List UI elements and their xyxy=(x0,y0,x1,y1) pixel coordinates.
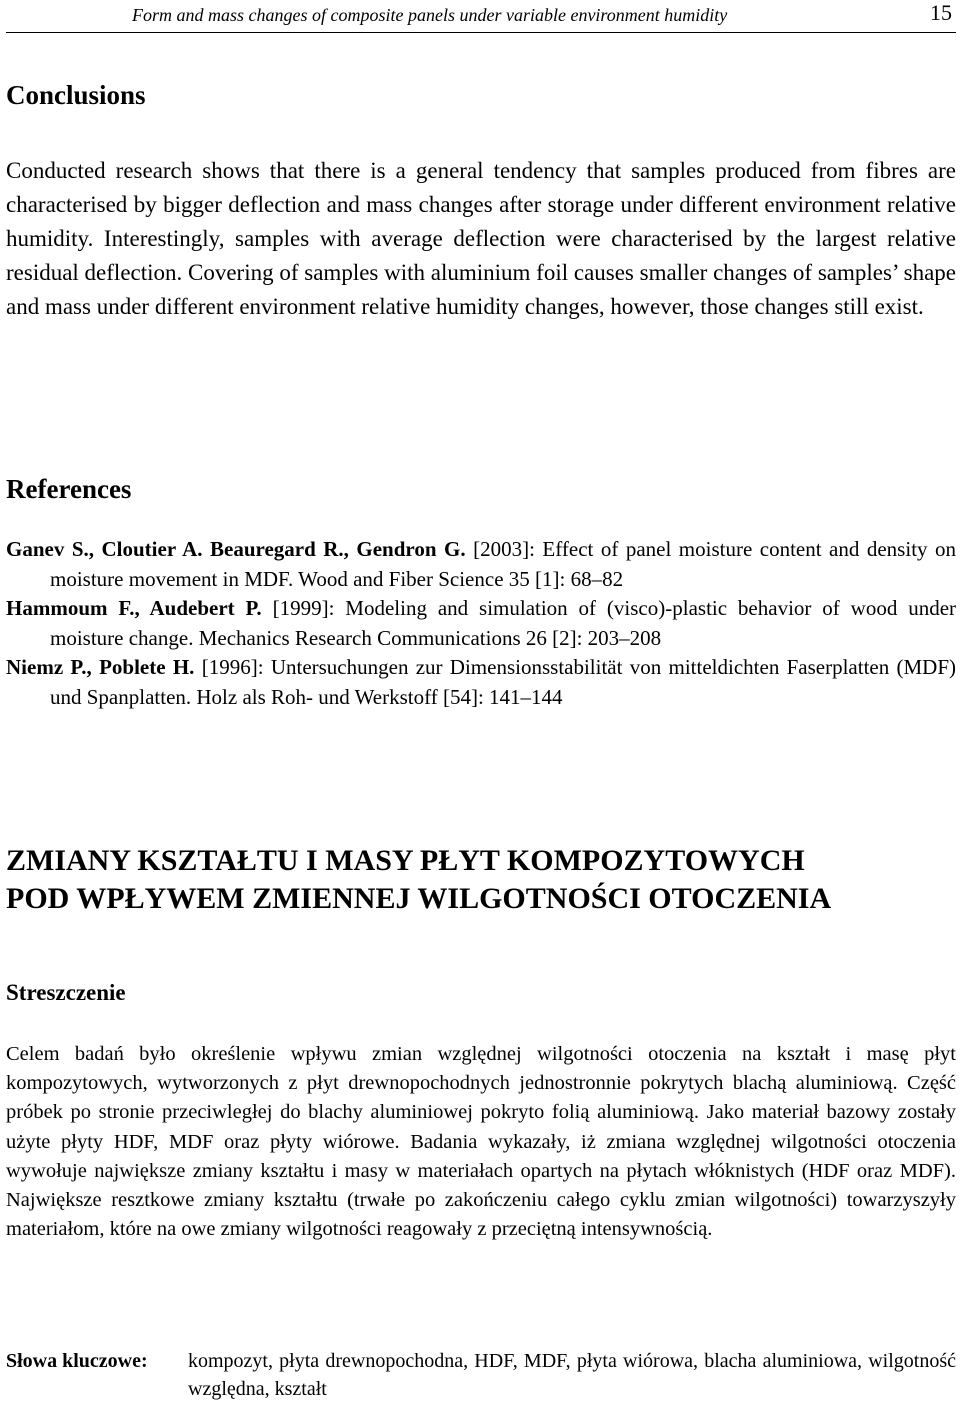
abstract-paragraph: Celem badań było określenie wpływu zmian względnej wilgotności otoczenia na kształt i masę płyt kompozytowych, wytworzonych z płyt drewnopochodnych jednostronnie pokrytych blachą aluminiową. Część próbek po stronie przeciwległej do blachy aluminiowej pokryto folią aluminiową. Jako materiał bazowy zostały użyte płyty HDF, MDF oraz płyty wiórowe. Badania wykazały, iż zmiana względnej wilgotności otoczenia wywołuje największe zmiany kształtu i masy w materiałach opartych na płytach włóknistych (HDF oraz MDF). Największe resztkowe zmiany kształtu (trwałe po zakończeniu całego cyklu zmian wilgotności) towarzyszyły materiałom, które na owe zmiany wilgotności reagowały z przeciętną intensywnością. xyxy=(6,1043,956,1241)
reference-authors: Niemz P., Poblete H. xyxy=(6,655,195,679)
reference-item xyxy=(6,594,956,653)
abstract-heading: Streszczenie xyxy=(6,980,126,1005)
polish-title-line-2: POD WPŁYWEM ZMIENNEJ WILGOTNOŚCI OTOCZENIA xyxy=(6,882,832,915)
reference-list xyxy=(6,535,956,712)
reference-authors: Hammoum F., Audebert P. xyxy=(6,596,262,620)
polish-title xyxy=(6,842,831,918)
running-header xyxy=(6,0,956,33)
reference-details: [2003]: Effect of panel moisture content and density on moisture movement in MDF. Wood and Fiber Science 35 [1]: 68–82 xyxy=(50,537,957,591)
reference-item xyxy=(6,535,956,594)
reference-authors: Ganev S., Cloutier A. Beauregard R., Gendron G. xyxy=(6,537,466,561)
polish-title-line-1: ZMIANY KSZTAŁTU I MASY PŁYT KOMPOZYTOWYCH xyxy=(6,844,805,877)
running-title: Form and mass changes of composite panels under variable environment humidity xyxy=(132,5,728,25)
reference-item xyxy=(6,653,956,712)
keywords-text: kompozyt, płyta drewnopochodna, HDF, MDF, płyta wiórowa, blacha aluminiowa, wilgotność względna, kształt xyxy=(188,1350,956,1400)
conclusions-heading: Conclusions xyxy=(6,80,146,110)
page-number: 15 xyxy=(930,0,952,25)
references-heading: References xyxy=(6,474,132,504)
keywords-label: Słowa kluczowe: xyxy=(6,1350,148,1372)
reference-details: [1999]: Modeling and simulation of (visco)-plastic behavior of wood under moisture change. Mechanics Research Communications 26 [2]: 203–208 xyxy=(50,596,957,650)
reference-details: [1996]: Untersuchungen zur Dimensionsstabilität von mitteldichten Faserplatten (MDF) und Spanplatten. Holz als Roh- und Werkstoff [54]: 141–144 xyxy=(50,655,957,709)
conclusions-paragraph: Conducted research shows that there is a general tendency that samples produced from fibres are characterised by bigger deflection and mass changes after storage under different environment relative humidity. Interestingly, samples with average deflection were characterised by the largest relative residual deflection. Covering of samples with aluminium foil causes smaller changes of samples’ shape and mass under different environment relative humidity changes, however, those changes still exist. xyxy=(6,158,956,319)
